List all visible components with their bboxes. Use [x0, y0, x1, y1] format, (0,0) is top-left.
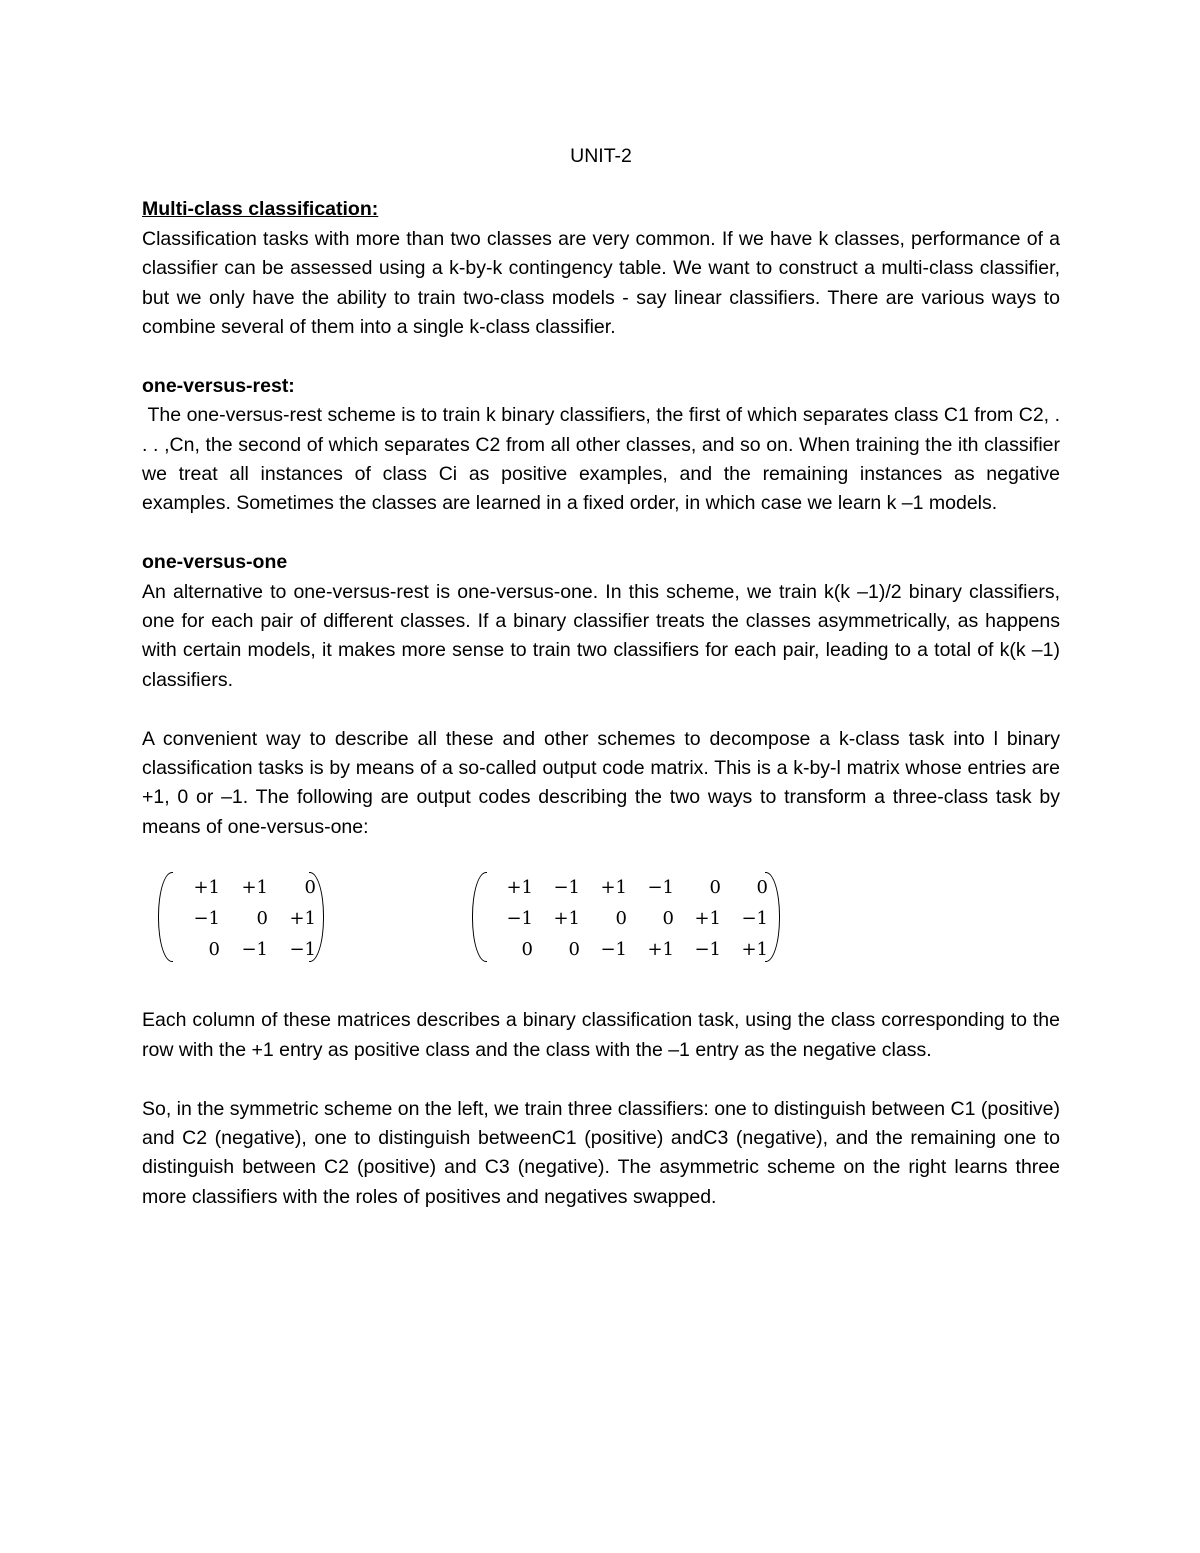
paragraph-one-versus-one: An alternative to one-versus-rest is one-versus-one. In this scheme, we train k(k –1)/2 binary classifiers, one for each pair of different classes. If a binary classifier treats the classes asymmetrically, as happens with certain models, it makes more sense to train two classifiers for each pair, leading to a total of k(k –1) classifiers.	[142, 580, 1060, 691]
matrix-cell: 0	[662, 908, 674, 930]
matrix-row	[172, 934, 316, 965]
matrix-cell: −1	[289, 939, 316, 961]
matrix-cell: −1	[193, 908, 220, 930]
matrix-cell: +1	[694, 908, 721, 930]
matrices-figure	[142, 872, 1060, 966]
matrix-symmetric	[158, 872, 324, 966]
matrix-cell: −1	[694, 939, 721, 961]
paragraph-symmetric-scheme: So, in the symmetric scheme on the left, we train three classifiers: one to distinguish between C1 (positive) and C2 (negative), one to distinguish betweenC1 (positive) andC3 (negative), and the remaining one to distinguish between C2 (positive) and C3 (negative). The asymmetric scheme on the right learns three more classifiers with the roles of positives and negatives swapped.	[142, 1097, 1061, 1208]
matrix-cell: 0	[615, 908, 627, 930]
matrix-cell: 0	[756, 877, 768, 899]
matrix-cell: 0	[256, 908, 268, 930]
matrix-cell: −1	[647, 877, 674, 899]
matrix-row	[486, 903, 768, 934]
matrix-cell: +1	[241, 877, 268, 899]
section-heading-one-versus-one: one-versus-one	[142, 551, 288, 574]
matrix-cell: +1	[647, 939, 674, 961]
section-heading-multi-class: Multi-class classification:	[142, 198, 379, 221]
matrix-row	[172, 903, 316, 934]
matrix-right-bracket	[309, 872, 324, 962]
matrix-left-bracket	[472, 872, 487, 962]
paragraph-column-meaning: Each column of these matrices describes a binary classification task, using the class corresponding to the row with the +1 entry as positive class and the class with the –1 entry as the negative class.	[142, 1009, 1060, 1061]
matrix-row	[486, 872, 768, 903]
matrix-cell: −1	[553, 877, 580, 899]
paragraph-output-code: A convenient way to describe all these and other schemes to decompose a k-class task into l binary classification tasks is by means of a so-called output code matrix. This is a k-by-l matrix whose entries are +1, 0 or –1. The following are output codes describing the two ways to transform a three-class task by means of one-versus-one:	[142, 727, 1060, 838]
matrix-cell: 0	[208, 939, 220, 961]
section-heading-one-versus-rest: one-versus-rest:	[142, 374, 295, 397]
matrix-table	[486, 872, 768, 965]
matrix-cell: +1	[289, 908, 316, 930]
matrix-cell: +1	[741, 939, 768, 961]
matrix-cell: 0	[568, 939, 580, 961]
matrix-cell: −1	[506, 908, 533, 930]
matrix-left-bracket	[158, 872, 173, 962]
matrix-cell: 0	[521, 939, 533, 961]
matrix-row	[486, 934, 768, 965]
matrix-cell: +1	[193, 877, 220, 899]
matrix-cell: 0	[304, 877, 316, 899]
matrix-cell: −1	[600, 939, 627, 961]
page-title: UNIT-2	[570, 145, 632, 167]
matrix-right-bracket	[765, 872, 780, 962]
matrix-cell: +1	[506, 877, 533, 899]
matrix-cell: −1	[741, 908, 768, 930]
document-page	[142, 142, 1066, 1212]
matrix-cell: −1	[241, 939, 268, 961]
paragraph-multi-class: Classification tasks with more than two classes are very common. If we have k classes, performance of a classifier can be assessed using a k-by-k contingency table. We want to construct a multi-class classifier, but we only have the ability to train two-class models - say linear classifiers. There are various ways to combine several of them into a single k-class classifier.	[142, 227, 1060, 339]
matrix-cell: +1	[553, 908, 580, 930]
matrix-row	[172, 872, 316, 903]
matrix-asymmetric	[472, 872, 780, 966]
matrix-table	[172, 872, 316, 965]
paragraph-one-versus-rest: The one-versus-rest scheme is to train k binary classifiers, the first of which separates class C1 from C2, . . . ,Cn, the second of which separates C2 from all other classes, and so on. When training the ith classifier we treat all instances of class Ci as positive examples, and the remaining instances as negative examples. Sometimes the classes are learned in a fixed order, in which case we learn k –1 models.	[142, 404, 1066, 515]
matrix-cell: 0	[709, 877, 721, 899]
matrix-cell: +1	[600, 877, 627, 899]
